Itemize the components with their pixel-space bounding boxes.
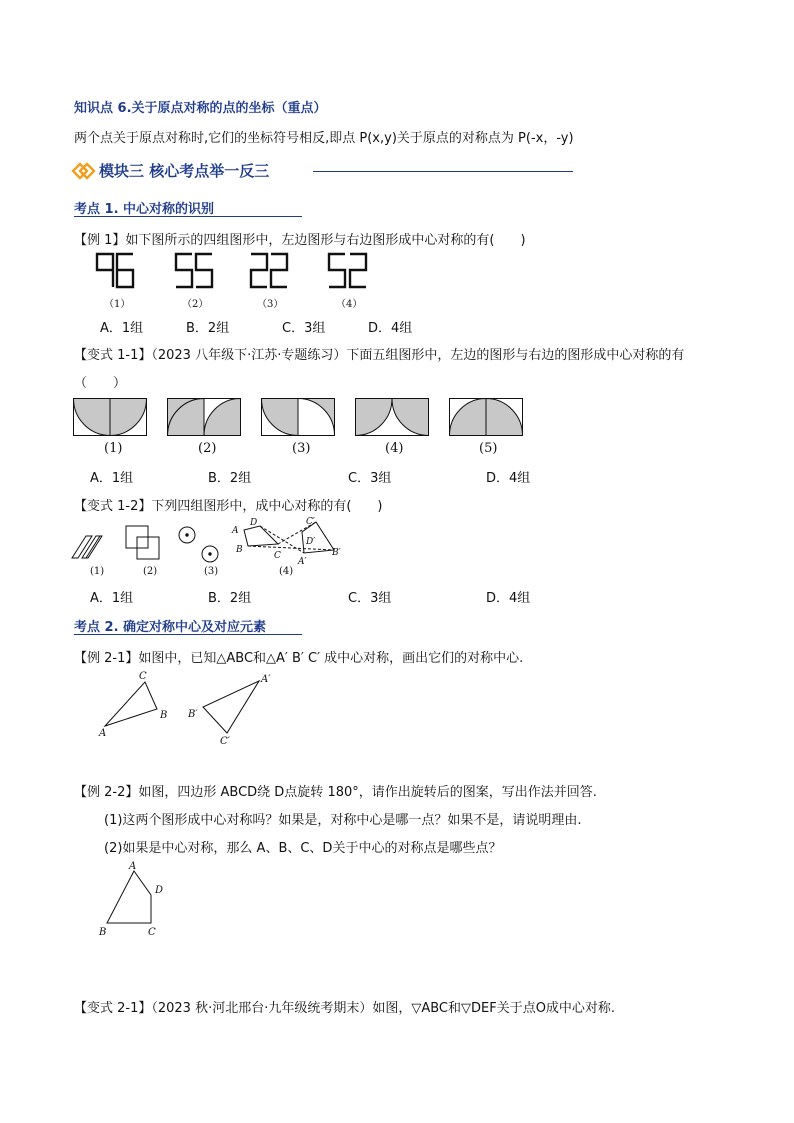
ex22-label-c: C: [148, 927, 156, 938]
v11-label-4: (4): [385, 441, 404, 456]
v11-option-a: A．1组: [90, 471, 134, 486]
v12-fig-label-1: (1): [90, 566, 105, 577]
module-title: 模块三 核心考点举一反三: [99, 162, 270, 180]
ex1-option-c: C．3组: [282, 321, 326, 336]
kaodian2-title: 考点 2. 确定对称中心及对应元素: [74, 620, 267, 635]
ex1-option-b: B．2组: [186, 321, 230, 336]
v11-label-5: (5): [479, 441, 498, 456]
ex22-label-a: A: [129, 861, 137, 872]
ex1-label-4: （4）: [336, 299, 363, 310]
kaodian1-underline: [74, 216, 302, 217]
kaodian2-underline: [74, 634, 302, 635]
ex21-label-b: B: [160, 710, 168, 721]
ex21-stem: 【例 2-1】如图中，已知△ABC和△A′ B′ C′ 成中心对称，画出它们的对称中心.: [74, 651, 524, 666]
v11-stem-line2: （ ）: [74, 376, 127, 391]
v11-label-2: (2): [198, 441, 217, 456]
v12-label-a: A: [232, 526, 239, 536]
v12-label-c: C: [274, 551, 281, 561]
v11-option-d: D．4组: [486, 471, 531, 486]
ex1-option-d: D．4组: [368, 321, 413, 336]
ex21-triangles: [96, 668, 286, 748]
v11-label-1: (1): [104, 441, 123, 456]
v12-fig-label-4: (4): [279, 566, 294, 577]
ex22-q2: (2)如果是中心对称，那么 A、B、C、D关于中心的对称点是哪些点？: [104, 841, 502, 856]
v12-label-b-prime: B′: [332, 548, 341, 558]
ex21-label-c: C: [139, 671, 147, 682]
v12-label-d: D: [250, 518, 258, 528]
v12-fig-label-3: (3): [204, 566, 219, 577]
v12-label-c-prime: C′: [306, 517, 315, 527]
v12-fig-label-2: (2): [143, 566, 158, 577]
v12-option-b: B．2组: [208, 591, 252, 606]
kaodian1-title: 考点 1. 中心对称的识别: [74, 202, 215, 217]
v12-option-a: A．1组: [90, 591, 134, 606]
ex1-label-2: （2）: [182, 299, 209, 310]
ex1-option-a: A．1组: [100, 321, 144, 336]
v11-figures: [73, 398, 525, 438]
module-divider: [313, 171, 573, 172]
ex1-digit-figures: [95, 252, 385, 292]
v12-option-d: D．4组: [486, 591, 531, 606]
v11-label-3: (3): [292, 441, 311, 456]
v21-stem: 【变式 2-1】（2023 秋·河北邢台·九年级统考期末）如图，▽ABC和▽DEF关于点O成中心对称.: [74, 1001, 616, 1016]
ex21-label-a: A: [99, 728, 107, 739]
v12-label-d-prime: D′: [306, 537, 316, 547]
ex21-label-b-prime: B′: [188, 709, 198, 720]
v12-label-a-prime: A′: [298, 557, 307, 567]
v12-figures: [70, 518, 350, 568]
v12-label-b: B: [236, 545, 243, 555]
ex21-label-a-prime: A′: [261, 674, 271, 685]
ex1-stem: 【例 1】如下图所示的四组图形中，左边图形与右边图形成中心对称的有( ): [74, 233, 526, 248]
ex22-label-b: B: [99, 927, 107, 938]
v11-stem-line1: 【变式 1-1】（2023 八年级下·江苏·专题练习）下面五组图形中，左边的图形与右边的图形成中心对称的有: [74, 348, 685, 363]
ex1-label-1: （1）: [104, 299, 131, 310]
kp6-title: 知识点 6.关于原点对称的点的坐标（重点）: [74, 101, 327, 116]
v12-stem: 【变式 1-2】下列四组图形中，成中心对称的有( ): [74, 499, 383, 514]
v12-option-c: C．3组: [348, 591, 392, 606]
module-diamond-icon: [74, 161, 96, 181]
v11-option-b: B．2组: [208, 471, 252, 486]
ex22-stem: 【例 2-2】如图，四边形 ABCD绕 D点旋转 180°，请作出旋转后的图案，写出作法并回答.: [74, 785, 597, 800]
ex22-label-d: D: [155, 885, 164, 896]
v11-option-c: C．3组: [348, 471, 392, 486]
ex1-label-3: （3）: [257, 299, 284, 310]
ex22-quadrilateral: [96, 858, 176, 938]
kp6-body: 两个点关于原点对称时,它们的坐标符号相反,即点 P(x,y)关于原点的对称点为 P(-x，-y): [74, 131, 574, 146]
ex22-q1: (1)这两个图形成中心对称吗？如果是，对称中心是哪一点？如果不是，请说明理由.: [104, 813, 582, 828]
ex21-label-c-prime: C′: [220, 736, 230, 747]
